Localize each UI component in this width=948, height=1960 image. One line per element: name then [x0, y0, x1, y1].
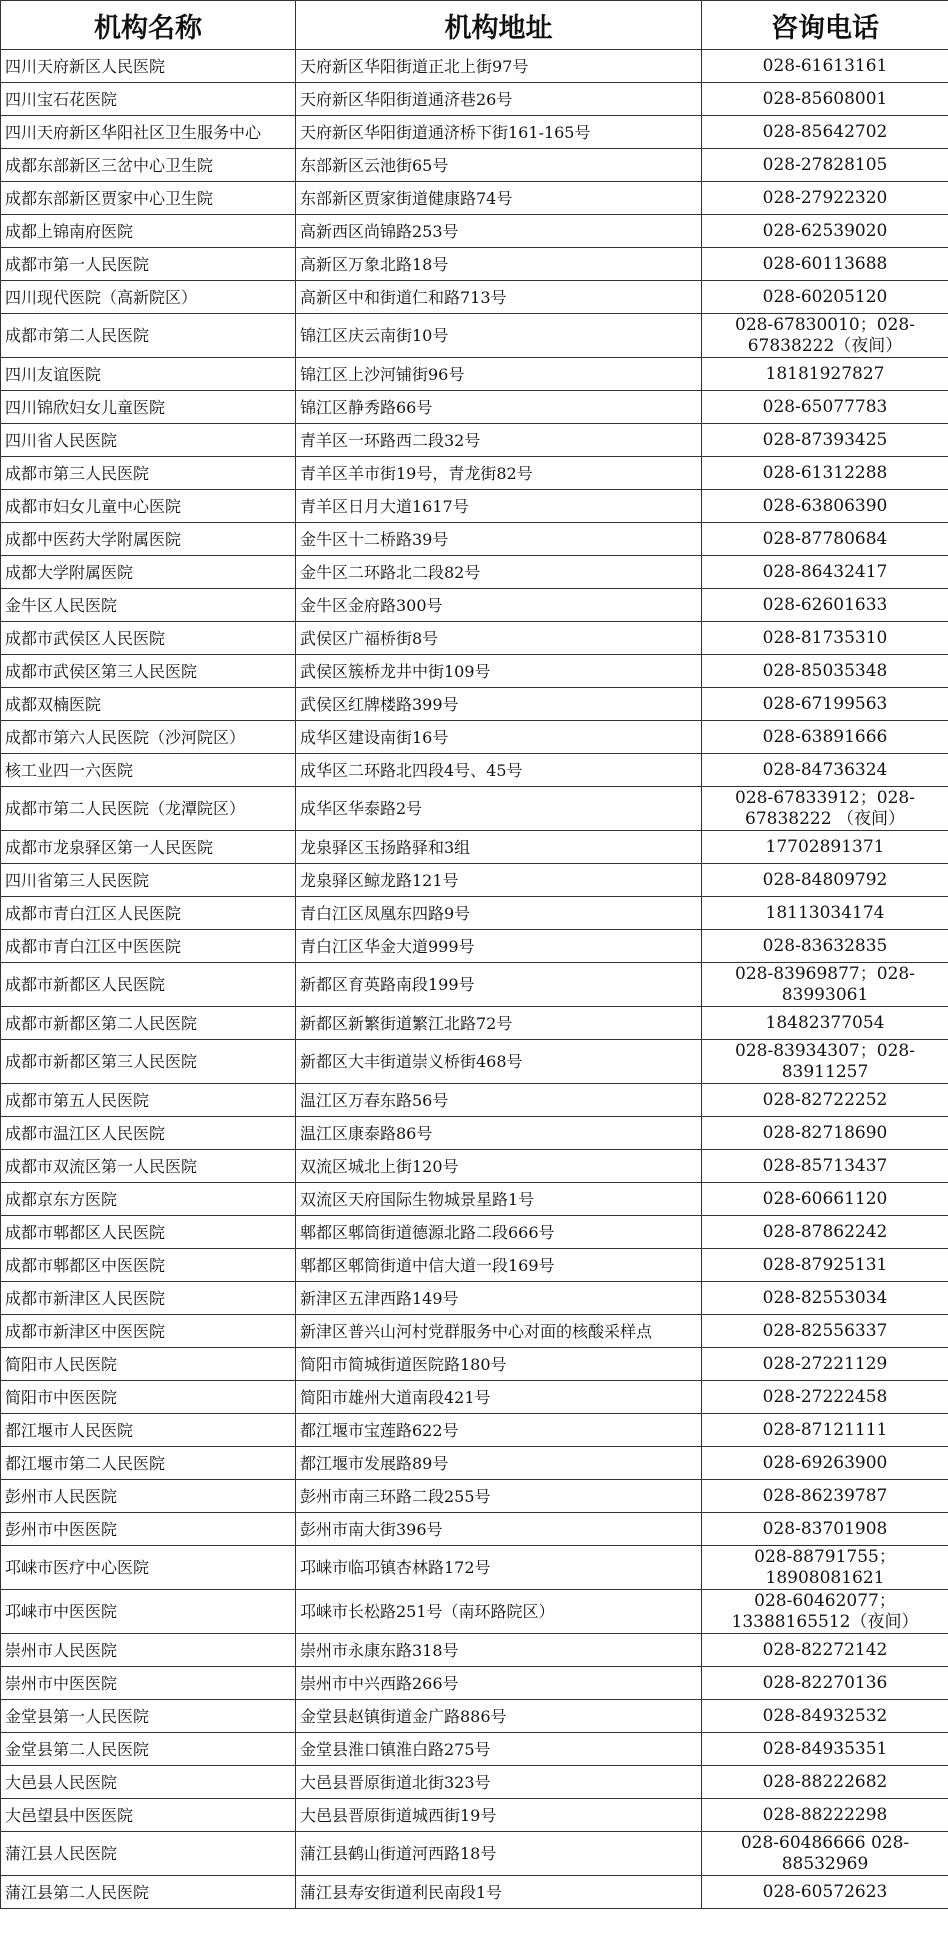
- cell-name: 四川天府新区华阳社区卫生服务中心: [1, 116, 296, 149]
- cell-phone: 028-82556337: [702, 1315, 948, 1348]
- cell-name: 成都市青白江区中医医院: [1, 930, 296, 963]
- cell-name: 成都市第二人民医院: [1, 314, 296, 358]
- table-row: [1, 1590, 948, 1634]
- cell-phone: 028-83969877；028-83993061: [702, 963, 948, 1007]
- cell-address: 武侯区簇桥龙井中街109号: [296, 655, 702, 688]
- table-row: [1, 248, 948, 281]
- cell-address: 锦江区静秀路66号: [296, 391, 702, 424]
- cell-address: 高新区中和街道仁和路713号: [296, 281, 702, 314]
- cell-name: 成都市龙泉驿区第一人民医院: [1, 831, 296, 864]
- table-row: [1, 1084, 948, 1117]
- cell-name: 彭州市中医医院: [1, 1513, 296, 1546]
- cell-address: 双流区天府国际生物城景星路1号: [296, 1183, 702, 1216]
- table-row: [1, 358, 948, 391]
- cell-name: 成都京东方医院: [1, 1183, 296, 1216]
- cell-name: 邛崃市医疗中心医院: [1, 1546, 296, 1590]
- cell-address: 新津区五津西路149号: [296, 1282, 702, 1315]
- cell-address: 彭州市南三环路二段255号: [296, 1480, 702, 1513]
- cell-name: 成都双楠医院: [1, 688, 296, 721]
- cell-phone: 028-63806390: [702, 490, 948, 523]
- cell-phone: 028-61613161: [702, 50, 948, 83]
- cell-address: 龙泉驿区鲸龙路121号: [296, 864, 702, 897]
- cell-phone: 028-82553034: [702, 1282, 948, 1315]
- cell-phone: 028-87393425: [702, 424, 948, 457]
- cell-address: 成华区华泰路2号: [296, 787, 702, 831]
- cell-address: 大邑县晋原街道北街323号: [296, 1766, 702, 1799]
- cell-address: 天府新区华阳街道通济桥下街161-165号: [296, 116, 702, 149]
- cell-name: 简阳市中医医院: [1, 1381, 296, 1414]
- cell-address: 温江区万春东路56号: [296, 1084, 702, 1117]
- cell-address: 金牛区金府路300号: [296, 589, 702, 622]
- cell-name: 成都市郫都区人民医院: [1, 1216, 296, 1249]
- cell-address: 成华区二环路北四段4号、45号: [296, 754, 702, 787]
- cell-phone: 028-87862242: [702, 1216, 948, 1249]
- cell-address: 金牛区十二桥路39号: [296, 523, 702, 556]
- cell-address: 青羊区羊市街19号，青龙街82号: [296, 457, 702, 490]
- table-row: [1, 1150, 948, 1183]
- cell-address: 新津区普兴山河村党群服务中心对面的核酸采样点: [296, 1315, 702, 1348]
- cell-phone: 028-69263900: [702, 1447, 948, 1480]
- cell-phone: 028-83632835: [702, 930, 948, 963]
- cell-address: 青白江区凤凰东四路9号: [296, 897, 702, 930]
- table-row: [1, 1249, 948, 1282]
- cell-name: 成都市第五人民医院: [1, 1084, 296, 1117]
- cell-address: 邛崃市临邛镇杏林路172号: [296, 1546, 702, 1590]
- cell-phone: 028-88791755；18908081621: [702, 1546, 948, 1590]
- cell-address: 高新区万象北路18号: [296, 248, 702, 281]
- cell-name: 四川现代医院（高新院区）: [1, 281, 296, 314]
- table-row: [1, 963, 948, 1007]
- cell-address: 锦江区上沙河铺街96号: [296, 358, 702, 391]
- cell-phone: 028-88222682: [702, 1766, 948, 1799]
- cell-phone: 18113034174: [702, 897, 948, 930]
- table-row: [1, 1348, 948, 1381]
- table-row: [1, 556, 948, 589]
- cell-name: 成都上锦南府医院: [1, 215, 296, 248]
- cell-phone: 18181927827: [702, 358, 948, 391]
- cell-phone: 028-63891666: [702, 721, 948, 754]
- cell-phone: 18482377054: [702, 1007, 948, 1040]
- cell-name: 核工业四一六医院: [1, 754, 296, 787]
- cell-name: 成都东部新区三岔中心卫生院: [1, 149, 296, 182]
- cell-name: 都江堰市第二人民医院: [1, 1447, 296, 1480]
- cell-phone: 028-62539020: [702, 215, 948, 248]
- cell-address: 金牛区二环路北二段82号: [296, 556, 702, 589]
- table-row: [1, 149, 948, 182]
- cell-name: 成都市第六人民医院（沙河院区）: [1, 721, 296, 754]
- header-row: [1, 1, 948, 50]
- cell-name: 成都市第一人民医院: [1, 248, 296, 281]
- cell-phone: 028-84932532: [702, 1700, 948, 1733]
- cell-phone: 028-82718690: [702, 1117, 948, 1150]
- cell-name: 邛崃市中医医院: [1, 1590, 296, 1634]
- cell-address: 成华区建设南街16号: [296, 721, 702, 754]
- cell-address: 天府新区华阳街道正北上街97号: [296, 50, 702, 83]
- cell-name: 成都市第二人民医院（龙潭院区）: [1, 787, 296, 831]
- table-row: [1, 589, 948, 622]
- cell-name: 崇州市中医医院: [1, 1667, 296, 1700]
- cell-address: 青羊区日月大道1617号: [296, 490, 702, 523]
- cell-name: 成都市新都区第三人民医院: [1, 1040, 296, 1084]
- table-row: [1, 1546, 948, 1590]
- table-row: [1, 1040, 948, 1084]
- table-row: [1, 1766, 948, 1799]
- cell-phone: 028-27222458: [702, 1381, 948, 1414]
- cell-address: 彭州市南大街396号: [296, 1513, 702, 1546]
- cell-address: 邛崃市长松路251号（南环路院区）: [296, 1590, 702, 1634]
- cell-phone: 028-87121111: [702, 1414, 948, 1447]
- header-address: 机构地址: [296, 1, 702, 50]
- cell-address: 青白江区华金大道999号: [296, 930, 702, 963]
- cell-phone: 028-87780684: [702, 523, 948, 556]
- cell-phone: 028-83934307；028-83911257: [702, 1040, 948, 1084]
- cell-phone: 17702891371: [702, 831, 948, 864]
- table-row: [1, 83, 948, 116]
- cell-phone: 028-67833912；028-67838222 （夜间）: [702, 787, 948, 831]
- cell-name: 成都市妇女儿童中心医院: [1, 490, 296, 523]
- table-row: [1, 622, 948, 655]
- table-row: [1, 1315, 948, 1348]
- cell-name: 大邑望县中医医院: [1, 1799, 296, 1832]
- table-row: [1, 50, 948, 83]
- cell-address: 金堂县淮口镇淮白路275号: [296, 1733, 702, 1766]
- cell-phone: 028-60113688: [702, 248, 948, 281]
- cell-phone: 028-60572623: [702, 1876, 948, 1909]
- cell-phone: 028-67199563: [702, 688, 948, 721]
- table-row: [1, 1381, 948, 1414]
- cell-phone: 028-60205120: [702, 281, 948, 314]
- cell-address: 新都区大丰街道崇义桥街468号: [296, 1040, 702, 1084]
- table-row: [1, 897, 948, 930]
- table-body: [1, 50, 948, 1909]
- cell-name: 成都市新津区人民医院: [1, 1282, 296, 1315]
- cell-address: 武侯区广福桥街8号: [296, 622, 702, 655]
- cell-address: 双流区城北上街120号: [296, 1150, 702, 1183]
- table-row: [1, 1414, 948, 1447]
- cell-address: 金堂县赵镇街道金广路886号: [296, 1700, 702, 1733]
- cell-phone: 028-85035348: [702, 655, 948, 688]
- cell-name: 四川省第三人民医院: [1, 864, 296, 897]
- table-row: [1, 182, 948, 215]
- cell-name: 成都市郫都区中医医院: [1, 1249, 296, 1282]
- cell-address: 崇州市中兴西路266号: [296, 1667, 702, 1700]
- cell-phone: 028-84809792: [702, 864, 948, 897]
- cell-phone: 028-61312288: [702, 457, 948, 490]
- cell-phone: 028-60462077；13388165512（夜间）: [702, 1590, 948, 1634]
- header-name: 机构名称: [1, 1, 296, 50]
- table-row: [1, 1282, 948, 1315]
- cell-phone: 028-87925131: [702, 1249, 948, 1282]
- cell-phone: 028-86239787: [702, 1480, 948, 1513]
- cell-name: 成都市双流区第一人民医院: [1, 1150, 296, 1183]
- cell-name: 金堂县第一人民医院: [1, 1700, 296, 1733]
- cell-address: 简阳市雄州大道南段421号: [296, 1381, 702, 1414]
- cell-phone: 028-82722252: [702, 1084, 948, 1117]
- cell-name: 成都中医药大学附属医院: [1, 523, 296, 556]
- cell-name: 都江堰市人民医院: [1, 1414, 296, 1447]
- table-row: [1, 1216, 948, 1249]
- cell-phone: 028-60661120: [702, 1183, 948, 1216]
- cell-phone: 028-84736324: [702, 754, 948, 787]
- cell-phone: 028-27221129: [702, 1348, 948, 1381]
- cell-address: 天府新区华阳街道通济巷26号: [296, 83, 702, 116]
- table-row: [1, 930, 948, 963]
- table-row: [1, 1700, 948, 1733]
- cell-name: 蒲江县人民医院: [1, 1832, 296, 1876]
- table-row: [1, 490, 948, 523]
- cell-address: 简阳市简城街道医院路180号: [296, 1348, 702, 1381]
- cell-name: 四川天府新区人民医院: [1, 50, 296, 83]
- cell-address: 大邑县晋原街道城西街19号: [296, 1799, 702, 1832]
- cell-phone: 028-81735310: [702, 622, 948, 655]
- cell-name: 成都东部新区贾家中心卫生院: [1, 182, 296, 215]
- cell-phone: 028-85608001: [702, 83, 948, 116]
- cell-name: 成都市武侯区人民医院: [1, 622, 296, 655]
- cell-phone: 028-27922320: [702, 182, 948, 215]
- cell-address: 温江区康泰路86号: [296, 1117, 702, 1150]
- cell-address: 蒲江县寿安街道利民南段1号: [296, 1876, 702, 1909]
- header-phone: 咨询电话: [702, 1, 948, 50]
- table-row: [1, 1513, 948, 1546]
- cell-name: 简阳市人民医院: [1, 1348, 296, 1381]
- cell-name: 蒲江县第二人民医院: [1, 1876, 296, 1909]
- cell-phone: 028-60486666 028-88532969: [702, 1832, 948, 1876]
- table-row: [1, 754, 948, 787]
- cell-name: 成都市新都区人民医院: [1, 963, 296, 1007]
- cell-phone: 028-82272142: [702, 1634, 948, 1667]
- table-row: [1, 831, 948, 864]
- cell-phone: 028-86432417: [702, 556, 948, 589]
- cell-phone: 028-67830010；028-67838222（夜间）: [702, 314, 948, 358]
- cell-address: 青羊区一环路西二段32号: [296, 424, 702, 457]
- cell-address: 崇州市永康东路318号: [296, 1634, 702, 1667]
- table-row: [1, 523, 948, 556]
- table-row: [1, 1634, 948, 1667]
- cell-phone: 028-27828105: [702, 149, 948, 182]
- table-row: [1, 1733, 948, 1766]
- cell-address: 蒲江县鹤山街道河西路18号: [296, 1832, 702, 1876]
- cell-phone: 028-82270136: [702, 1667, 948, 1700]
- table-row: [1, 1667, 948, 1700]
- table-row: [1, 1117, 948, 1150]
- cell-address: 都江堰市宝莲路622号: [296, 1414, 702, 1447]
- cell-name: 金牛区人民医院: [1, 589, 296, 622]
- cell-name: 四川锦欣妇女儿童医院: [1, 391, 296, 424]
- cell-name: 成都市第三人民医院: [1, 457, 296, 490]
- table-row: [1, 721, 948, 754]
- cell-name: 成都市青白江区人民医院: [1, 897, 296, 930]
- cell-phone: 028-85713437: [702, 1150, 948, 1183]
- cell-name: 彭州市人民医院: [1, 1480, 296, 1513]
- cell-address: 新都区育英路南段199号: [296, 963, 702, 1007]
- table-row: [1, 1799, 948, 1832]
- cell-phone: 028-62601633: [702, 589, 948, 622]
- table-row: [1, 1007, 948, 1040]
- cell-phone: 028-85642702: [702, 116, 948, 149]
- cell-phone: 028-88222298: [702, 1799, 948, 1832]
- cell-name: 成都市新都区第二人民医院: [1, 1007, 296, 1040]
- table-row: [1, 864, 948, 897]
- cell-address: 东部新区云池街65号: [296, 149, 702, 182]
- cell-name: 崇州市人民医院: [1, 1634, 296, 1667]
- table-row: [1, 655, 948, 688]
- cell-name: 大邑县人民医院: [1, 1766, 296, 1799]
- table-row: [1, 1183, 948, 1216]
- cell-address: 新都区新繁街道繁江北路72号: [296, 1007, 702, 1040]
- table-row: [1, 787, 948, 831]
- table-row: [1, 1480, 948, 1513]
- table-row: [1, 457, 948, 490]
- table-row: [1, 281, 948, 314]
- cell-phone: 028-84935351: [702, 1733, 948, 1766]
- cell-name: 成都市武侯区第三人民医院: [1, 655, 296, 688]
- cell-name: 成都市温江区人民医院: [1, 1117, 296, 1150]
- cell-address: 郫都区郫筒街道中信大道一段169号: [296, 1249, 702, 1282]
- cell-name: 成都大学附属医院: [1, 556, 296, 589]
- table-row: [1, 688, 948, 721]
- cell-name: 金堂县第二人民医院: [1, 1733, 296, 1766]
- cell-address: 锦江区庆云南街10号: [296, 314, 702, 358]
- cell-address: 武侯区红牌楼路399号: [296, 688, 702, 721]
- table-row: [1, 116, 948, 149]
- cell-name: 四川友谊医院: [1, 358, 296, 391]
- cell-phone: 028-83701908: [702, 1513, 948, 1546]
- cell-address: 都江堰市发展路89号: [296, 1447, 702, 1480]
- cell-address: 龙泉驿区玉扬路驿和3组: [296, 831, 702, 864]
- table-row: [1, 424, 948, 457]
- cell-address: 郫都区郫筒街道德源北路二段666号: [296, 1216, 702, 1249]
- cell-name: 四川宝石花医院: [1, 83, 296, 116]
- cell-name: 成都市新津区中医医院: [1, 1315, 296, 1348]
- cell-address: 高新西区尚锦路253号: [296, 215, 702, 248]
- cell-name: 四川省人民医院: [1, 424, 296, 457]
- table-row: [1, 314, 948, 358]
- table-row: [1, 1447, 948, 1480]
- table-row: [1, 391, 948, 424]
- cell-phone: 028-65077783: [702, 391, 948, 424]
- table-row: [1, 1832, 948, 1876]
- table-row: [1, 1876, 948, 1909]
- cell-address: 东部新区贾家街道健康路74号: [296, 182, 702, 215]
- table-row: [1, 215, 948, 248]
